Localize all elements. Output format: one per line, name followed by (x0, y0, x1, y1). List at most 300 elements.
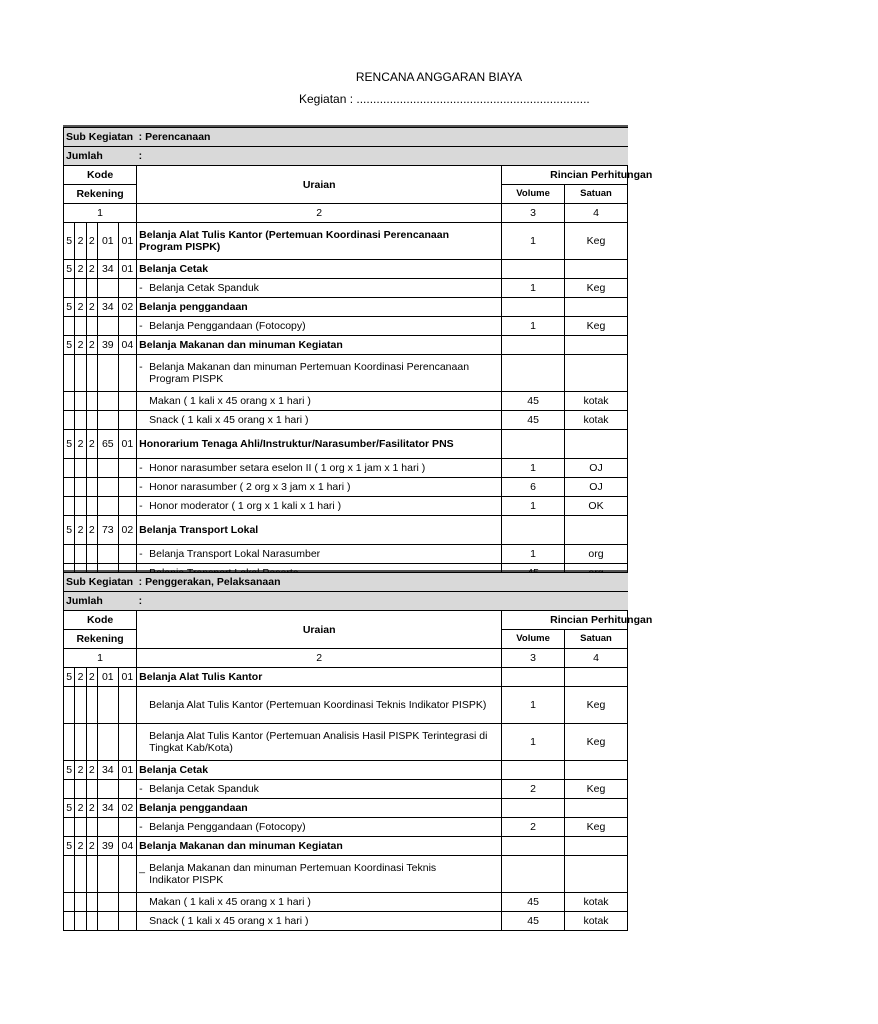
item-dash: - (139, 548, 143, 560)
rekening-code-k5 (118, 724, 137, 761)
rekening-code-k1 (64, 545, 75, 564)
rekening-code-k2 (75, 355, 86, 392)
kegiatan-line: Kegiatan : ...................................................................... (299, 92, 590, 106)
rekening-code-k1: 5 (64, 668, 75, 687)
rekening-code-k2 (75, 724, 86, 761)
volume-cell: 2 (502, 818, 565, 837)
volume-cell (502, 799, 565, 818)
satuan-cell: Keg (565, 780, 628, 799)
column-number: 3 (502, 649, 565, 668)
rekening-code-k3 (86, 912, 97, 931)
item-dash: - (139, 320, 143, 332)
uraian-text: Belanja Transport Lokal (139, 524, 259, 536)
rekening-code-k5 (118, 411, 137, 430)
table-row (64, 687, 628, 724)
volume-cell (502, 761, 565, 780)
rekening-code-k4 (97, 478, 118, 497)
rekening-code-k1: 5 (64, 223, 75, 260)
table-row (64, 893, 628, 912)
rekening-code-k2: 2 (75, 336, 86, 355)
uraian-cell (137, 893, 502, 912)
sub-kegiatan-row (64, 128, 628, 147)
satuan-cell (565, 837, 628, 856)
rekening-code-k4 (97, 392, 118, 411)
uraian-cell (137, 459, 502, 478)
table-row (64, 545, 628, 564)
rekening-code-k3: 2 (86, 799, 97, 818)
satuan-cell: Keg (565, 724, 628, 761)
header-volume: Volume (502, 185, 565, 204)
table-row (64, 459, 628, 478)
rekening-code-k2 (75, 856, 86, 893)
satuan-cell (565, 761, 628, 780)
item-dash: _ (139, 862, 146, 874)
rekening-code-k5: 02 (118, 298, 137, 317)
uraian-text: Belanja Transport Lokal Narasumber (149, 548, 321, 560)
rekening-code-k5 (118, 545, 137, 564)
rekening-code-k1: 5 (64, 837, 75, 856)
rekening-code-k1 (64, 893, 75, 912)
rekening-code-k1: 5 (64, 336, 75, 355)
rekening-code-k5: 02 (118, 516, 137, 545)
uraian-text: Honorarium Tenaga Ahli/Instruktur/Narasumber/Fasilitator PNS (139, 438, 454, 450)
rekening-code-k2 (75, 545, 86, 564)
uraian-cell (137, 355, 502, 392)
uraian-cell (137, 279, 502, 298)
uraian-cell (137, 545, 502, 564)
rekening-code-k3: 2 (86, 668, 97, 687)
header-rincian: Rincian Perhitungan (502, 166, 628, 185)
table-row (64, 668, 628, 687)
uraian-cell (137, 761, 502, 780)
volume-cell (502, 430, 565, 459)
volume-cell: 1 (502, 497, 565, 516)
rekening-code-k2 (75, 687, 86, 724)
item-dash: - (139, 821, 143, 833)
satuan-cell (565, 336, 628, 355)
header-row (64, 611, 628, 630)
rekening-code-k4: 01 (97, 668, 118, 687)
rekening-code-k2 (75, 317, 86, 336)
header-rekening: Rekening (64, 630, 137, 649)
table-row (64, 336, 628, 355)
rekening-code-k4 (97, 317, 118, 336)
table-row (64, 279, 628, 298)
rekening-code-k1 (64, 411, 75, 430)
rekening-code-k3 (86, 355, 97, 392)
uraian-text: Makan ( 1 kali x 45 orang x 1 hari ) (149, 896, 311, 908)
satuan-cell: OJ (565, 459, 628, 478)
rekening-code-k4: 65 (97, 430, 118, 459)
rekening-code-k3: 2 (86, 761, 97, 780)
column-number-row (64, 649, 628, 668)
volume-cell (502, 516, 565, 545)
rekening-code-k4 (97, 818, 118, 837)
header-satuan: Satuan (565, 630, 628, 649)
column-number: 2 (137, 649, 502, 668)
rekening-code-k4 (97, 687, 118, 724)
rekening-code-k4 (97, 279, 118, 298)
rekening-code-k4 (97, 545, 118, 564)
satuan-cell: org (565, 545, 628, 564)
uraian-text: Belanja Alat Tulis Kantor (Pertemuan Analisis Hasil PISPK Terintegrasi di Tingkat Kab/Kota) (149, 730, 488, 754)
satuan-cell: Keg (565, 317, 628, 336)
rekening-code-k3 (86, 780, 97, 799)
uraian-cell (137, 687, 502, 724)
table-row (64, 818, 628, 837)
volume-cell (502, 336, 565, 355)
column-number: 4 (565, 649, 628, 668)
rekening-code-k4: 39 (97, 336, 118, 355)
jumlah-label: Jumlah (64, 147, 137, 166)
volume-cell: 1 (502, 317, 565, 336)
satuan-cell: Keg (565, 687, 628, 724)
rekening-code-k4 (97, 497, 118, 516)
volume-cell: 1 (502, 724, 565, 761)
column-number: 2 (137, 204, 502, 223)
rekening-code-k1 (64, 459, 75, 478)
rekening-code-k1 (64, 912, 75, 931)
rekening-code-k2: 2 (75, 260, 86, 279)
table-row (64, 317, 628, 336)
satuan-cell: Keg (565, 279, 628, 298)
uraian-text: Belanja Alat Tulis Kantor (Pertemuan Koordinasi Teknis Indikator PISPK) (149, 699, 487, 711)
jumlah-value: : (137, 147, 628, 166)
uraian-cell (137, 668, 502, 687)
volume-cell: 6 (502, 478, 565, 497)
uraian-text: Snack ( 1 kali x 45 orang x 1 hari ) (149, 414, 309, 426)
jumlah-row (64, 147, 628, 166)
satuan-cell (565, 298, 628, 317)
rekening-code-k2 (75, 780, 86, 799)
uraian-cell (137, 430, 502, 459)
rab-table-penggerakan (63, 572, 653, 931)
uraian-text: Honor narasumber setara eselon II ( 1 org x 1 jam x 1 hari ) (149, 462, 426, 474)
uraian-cell (137, 724, 502, 761)
table-row (64, 856, 628, 893)
rekening-code-k5: 01 (118, 223, 137, 260)
header-kode: Kode (64, 166, 137, 185)
uraian-cell (137, 298, 502, 317)
rekening-code-k2: 2 (75, 799, 86, 818)
volume-cell: 45 (502, 411, 565, 430)
rekening-code-k4 (97, 780, 118, 799)
jumlah-value: : (137, 592, 628, 611)
rekening-code-k2: 2 (75, 668, 86, 687)
rekening-code-k2 (75, 497, 86, 516)
header-uraian: Uraian (137, 611, 502, 649)
uraian-text: Belanja Cetak (139, 764, 209, 776)
column-number: 1 (64, 649, 137, 668)
rekening-code-k4: 39 (97, 837, 118, 856)
rekening-code-k3 (86, 478, 97, 497)
volume-cell (502, 355, 565, 392)
volume-cell (502, 668, 565, 687)
volume-cell: 45 (502, 912, 565, 931)
rekening-code-k5: 01 (118, 430, 137, 459)
rekening-code-k1 (64, 279, 75, 298)
rekening-code-k3: 2 (86, 336, 97, 355)
rekening-code-k5: 01 (118, 761, 137, 780)
rekening-code-k1: 5 (64, 298, 75, 317)
rekening-code-k5 (118, 478, 137, 497)
satuan-cell: kotak (565, 392, 628, 411)
uraian-text: Belanja penggandaan (139, 301, 248, 313)
rekening-code-k1: 5 (64, 761, 75, 780)
header-satuan: Satuan (565, 185, 628, 204)
rekening-code-k1 (64, 687, 75, 724)
rekening-code-k4 (97, 893, 118, 912)
uraian-cell (137, 856, 502, 893)
rekening-code-k5: 04 (118, 837, 137, 856)
rekening-code-k2 (75, 893, 86, 912)
rekening-code-k3: 2 (86, 260, 97, 279)
table-row (64, 912, 628, 931)
uraian-cell (137, 818, 502, 837)
uraian-text: Belanja Makanan dan minuman Pertemuan Koordinasi Perencanaan Program PISPK (149, 361, 470, 385)
column-number: 1 (64, 204, 137, 223)
sub-kegiatan-value: : Penggerakan, Pelaksanaan (137, 573, 628, 592)
rekening-code-k3 (86, 724, 97, 761)
satuan-cell: Keg (565, 818, 628, 837)
uraian-cell (137, 497, 502, 516)
rekening-code-k1 (64, 780, 75, 799)
rekening-code-k1 (64, 724, 75, 761)
rekening-code-k5 (118, 687, 137, 724)
item-dash: - (139, 282, 143, 294)
volume-cell: 1 (502, 279, 565, 298)
rekening-code-k5 (118, 459, 137, 478)
satuan-cell: Keg (565, 223, 628, 260)
uraian-text: Makan ( 1 kali x 45 orang x 1 hari ) (149, 395, 311, 407)
table-row (64, 478, 628, 497)
rekening-code-k1: 5 (64, 260, 75, 279)
uraian-text: Belanja Cetak (139, 263, 209, 275)
item-dash: - (139, 500, 143, 512)
uraian-text: Honor moderator ( 1 org x 1 kali x 1 hari ) (149, 500, 342, 512)
uraian-cell (137, 516, 502, 545)
sub-kegiatan-label: Sub Kegiatan (64, 128, 137, 147)
rekening-code-k1 (64, 497, 75, 516)
uraian-text: Belanja Alat Tulis Kantor (139, 671, 263, 683)
table-row (64, 392, 628, 411)
table-row (64, 837, 628, 856)
satuan-cell (565, 799, 628, 818)
rekening-code-k5 (118, 317, 137, 336)
rekening-code-k1: 5 (64, 430, 75, 459)
rekening-code-k4 (97, 355, 118, 392)
column-number: 4 (565, 204, 628, 223)
rekening-code-k2: 2 (75, 223, 86, 260)
volume-cell: 1 (502, 459, 565, 478)
table-row (64, 497, 628, 516)
rekening-code-k1 (64, 478, 75, 497)
table-row (64, 724, 628, 761)
table-row (64, 780, 628, 799)
table-row (64, 516, 628, 545)
volume-cell: 1 (502, 687, 565, 724)
rekening-code-k2: 2 (75, 837, 86, 856)
rekening-code-k4: 01 (97, 223, 118, 260)
uraian-cell (137, 411, 502, 430)
rekening-code-k4: 34 (97, 799, 118, 818)
rekening-code-k4 (97, 411, 118, 430)
sub-kegiatan-label: Sub Kegiatan (64, 573, 137, 592)
rekening-code-k3 (86, 497, 97, 516)
uraian-text: Snack ( 1 kali x 45 orang x 1 hari ) (149, 915, 309, 927)
rekening-code-k4 (97, 856, 118, 893)
table-row (64, 260, 628, 279)
rekening-code-k4: 34 (97, 260, 118, 279)
header-rekening: Rekening (64, 185, 137, 204)
rekening-code-k2 (75, 818, 86, 837)
rekening-code-k2 (75, 392, 86, 411)
rekening-code-k3 (86, 411, 97, 430)
rekening-code-k4 (97, 724, 118, 761)
satuan-cell: kotak (565, 411, 628, 430)
satuan-cell: OJ (565, 478, 628, 497)
rekening-code-k3: 2 (86, 298, 97, 317)
rekening-code-k3 (86, 545, 97, 564)
rekening-code-k2 (75, 411, 86, 430)
rekening-code-k3 (86, 279, 97, 298)
uraian-cell (137, 336, 502, 355)
rekening-code-k5 (118, 818, 137, 837)
uraian-text: Belanja Alat Tulis Kantor (Pertemuan Koordinasi Perencanaan Program PISPK) (139, 229, 449, 253)
rekening-code-k2: 2 (75, 298, 86, 317)
header-rincian: Rincian Perhitungan (502, 611, 628, 630)
item-dash: - (139, 783, 143, 795)
rekening-code-k3 (86, 687, 97, 724)
rekening-code-k2 (75, 912, 86, 931)
sub-kegiatan-value: : Perencanaan (137, 128, 628, 147)
uraian-cell (137, 478, 502, 497)
table-row (64, 411, 628, 430)
uraian-cell (137, 799, 502, 818)
table-row (64, 799, 628, 818)
table-row (64, 223, 628, 260)
table-row (64, 298, 628, 317)
satuan-cell (565, 355, 628, 392)
header-volume: Volume (502, 630, 565, 649)
jumlah-label: Jumlah (64, 592, 137, 611)
uraian-text: Belanja Penggandaan (Fotocopy) (149, 821, 306, 833)
volume-cell (502, 298, 565, 317)
rekening-code-k5 (118, 355, 137, 392)
satuan-cell (565, 516, 628, 545)
uraian-text: Belanja Makanan dan minuman Kegiatan (139, 840, 343, 852)
rekening-code-k3 (86, 392, 97, 411)
rekening-code-k3: 2 (86, 430, 97, 459)
volume-cell: 2 (502, 780, 565, 799)
sub-kegiatan-row (64, 573, 628, 592)
volume-cell: 1 (502, 545, 565, 564)
satuan-cell (565, 430, 628, 459)
satuan-cell (565, 856, 628, 893)
uraian-text: Belanja Penggandaan (Fotocopy) (149, 320, 306, 332)
rekening-code-k2: 2 (75, 761, 86, 780)
rekening-code-k3 (86, 317, 97, 336)
rekening-code-k3: 2 (86, 516, 97, 545)
uraian-cell (137, 912, 502, 931)
rekening-code-k3 (86, 818, 97, 837)
volume-cell: 1 (502, 223, 565, 260)
uraian-text: Belanja Cetak Spanduk (149, 783, 259, 795)
satuan-cell (565, 668, 628, 687)
volume-cell (502, 856, 565, 893)
rekening-code-k2: 2 (75, 516, 86, 545)
rekening-code-k5: 01 (118, 668, 137, 687)
rekening-code-k3: 2 (86, 223, 97, 260)
rekening-code-k5 (118, 856, 137, 893)
rekening-code-k5 (118, 912, 137, 931)
jumlah-row (64, 592, 628, 611)
rekening-code-k3 (86, 459, 97, 478)
rekening-code-k5: 04 (118, 336, 137, 355)
column-number-row (64, 204, 628, 223)
rekening-code-k5 (118, 893, 137, 912)
rekening-code-k5: 01 (118, 260, 137, 279)
column-number: 3 (502, 204, 565, 223)
rekening-code-k5 (118, 780, 137, 799)
rekening-code-k5 (118, 392, 137, 411)
satuan-cell: OK (565, 497, 628, 516)
satuan-cell: kotak (565, 912, 628, 931)
rekening-code-k4: 73 (97, 516, 118, 545)
item-dash: - (139, 361, 143, 373)
volume-cell: 45 (502, 392, 565, 411)
rekening-code-k1 (64, 856, 75, 893)
rekening-code-k2 (75, 478, 86, 497)
rekening-code-k1: 5 (64, 799, 75, 818)
rekening-code-k2: 2 (75, 430, 86, 459)
uraian-cell (137, 317, 502, 336)
rekening-code-k3: 2 (86, 837, 97, 856)
satuan-cell (565, 260, 628, 279)
item-dash: - (139, 462, 143, 474)
uraian-cell (137, 223, 502, 260)
header-uraian: Uraian (137, 166, 502, 204)
rekening-code-k4 (97, 912, 118, 931)
rekening-code-k1 (64, 818, 75, 837)
rekening-code-k1 (64, 392, 75, 411)
uraian-cell (137, 837, 502, 856)
uraian-text: Belanja Makanan dan minuman Pertemuan Koordinasi Teknis Indikator PISPK (149, 862, 437, 886)
rekening-code-k3 (86, 893, 97, 912)
uraian-text: Belanja penggandaan (139, 802, 248, 814)
satuan-cell: kotak (565, 893, 628, 912)
uraian-text: Belanja Cetak Spanduk (149, 282, 259, 294)
rekening-code-k3 (86, 856, 97, 893)
rekening-code-k5 (118, 279, 137, 298)
rekening-code-k5 (118, 497, 137, 516)
header-kode: Kode (64, 611, 137, 630)
volume-cell (502, 837, 565, 856)
table-row (64, 430, 628, 459)
volume-cell: 45 (502, 893, 565, 912)
volume-cell (502, 260, 565, 279)
uraian-cell (137, 392, 502, 411)
rekening-code-k4: 34 (97, 298, 118, 317)
rekening-code-k1 (64, 317, 75, 336)
table-row (64, 761, 628, 780)
rekening-code-k4: 34 (97, 761, 118, 780)
uraian-cell (137, 260, 502, 279)
rekening-code-k4 (97, 459, 118, 478)
rekening-code-k2 (75, 279, 86, 298)
item-dash: - (139, 481, 143, 493)
uraian-text: Honor narasumber ( 2 org x 3 jam x 1 hari ) (149, 481, 351, 493)
